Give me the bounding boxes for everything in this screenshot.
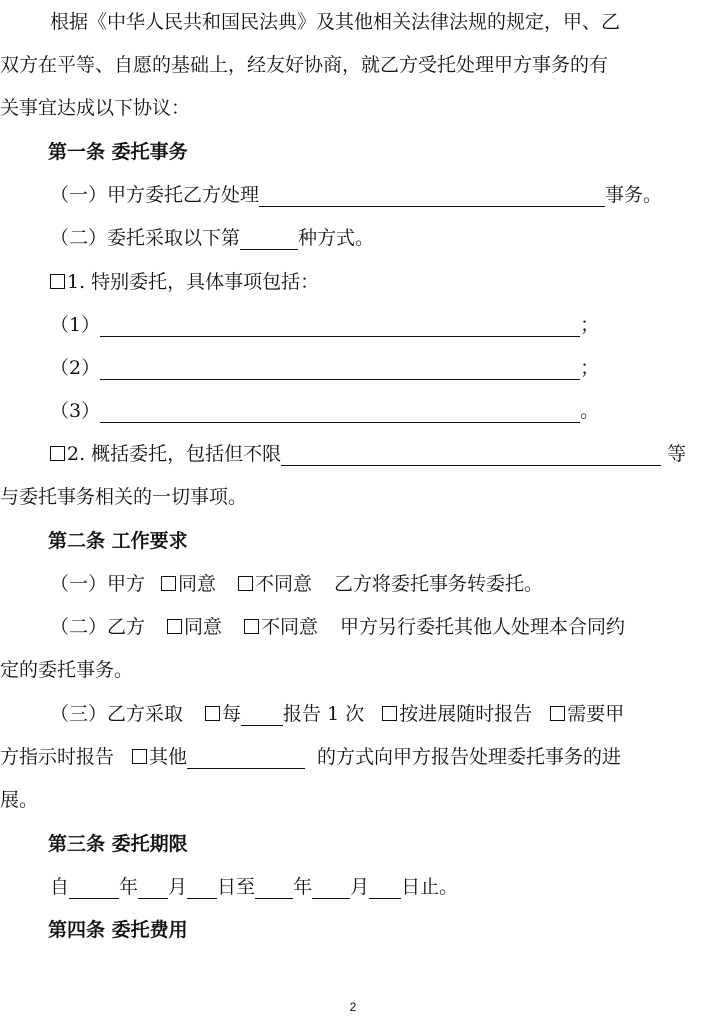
item2-agree-label: 同意 xyxy=(184,616,223,638)
start-month-blank[interactable] xyxy=(138,874,168,899)
art1-general xyxy=(0,432,706,476)
progress-checkbox[interactable] xyxy=(382,706,397,721)
art1-item2-suffix: 种方式。 xyxy=(298,227,375,249)
art1-item1-suffix: 事务。 xyxy=(605,184,663,206)
need-label: 需要甲 xyxy=(567,703,625,725)
art1-item1 xyxy=(0,173,706,217)
start-year-blank[interactable] xyxy=(69,874,119,899)
report-once-label: 报告 1 次 xyxy=(283,703,365,725)
art2-item2-suffix: 甲方另行委托其他人处理本合同约 xyxy=(340,616,626,638)
art1-item1-prefix: （一）甲方委托乙方处理 xyxy=(50,184,260,206)
instruction-report-label: 方指示时报告 xyxy=(0,746,115,768)
article-1-title xyxy=(0,130,706,174)
art2-item3-line3 xyxy=(0,778,706,822)
sub3-label: （3） xyxy=(50,400,101,422)
art2-item1-suffix: 乙方将委托事务转委托。 xyxy=(334,573,544,595)
art2-item3-line2 xyxy=(0,735,706,779)
article-4-title xyxy=(0,908,706,952)
progress-label: 按进展随时报告 xyxy=(399,703,533,725)
art1-sub3 xyxy=(0,389,706,433)
special-checkbox[interactable] xyxy=(50,274,65,289)
intro-text-3: 关事宜达成以下协议： xyxy=(0,97,191,119)
art2-item1 xyxy=(0,562,706,606)
from-label: 自 xyxy=(50,876,70,898)
general-prefix: 2. 概括委托，包括但不限 xyxy=(67,443,282,465)
art1-general-line2 xyxy=(0,475,706,519)
item1-agree-checkbox[interactable] xyxy=(161,576,176,591)
art1-item2-prefix: （二）委托采取以下第 xyxy=(50,227,241,249)
end-year-blank[interactable] xyxy=(255,874,293,899)
article-2-title xyxy=(0,519,706,563)
art2-item1-prefix: （一）甲方 xyxy=(50,573,146,595)
sub2-end: ； xyxy=(580,357,600,379)
art2-item2 xyxy=(0,605,706,649)
general-suffix: 等 xyxy=(667,443,687,465)
item1-disagree-label: 不同意 xyxy=(255,573,313,595)
intro-line-1 xyxy=(0,0,706,44)
start-month-label: 月 xyxy=(168,876,188,898)
matter-blank[interactable] xyxy=(259,182,605,207)
method-number-blank[interactable] xyxy=(240,225,298,250)
other-blank[interactable] xyxy=(187,744,305,769)
start-year-label: 年 xyxy=(119,876,139,898)
special-text: 1. 特别委托，具体事项包括： xyxy=(67,271,320,293)
article-2-title-text: 第二条 工作要求 xyxy=(48,530,188,552)
other-checkbox[interactable] xyxy=(132,749,147,764)
intro-text-1: 根据《中华人民共和国民法典》及其他相关法律法规的规定，甲、乙 xyxy=(50,11,621,33)
article-1-title-text: 第一条 委托事务 xyxy=(48,141,188,163)
general-line2-text: 与委托事务相关的一切事项。 xyxy=(0,486,248,508)
end-month-blank[interactable] xyxy=(312,874,350,899)
art2-item3 xyxy=(0,692,706,736)
period-blank[interactable] xyxy=(241,701,283,726)
end-month-label: 月 xyxy=(350,876,370,898)
art3-term xyxy=(0,865,706,909)
intro-line-2 xyxy=(0,43,706,87)
article-4-title-text: 第四条 委托费用 xyxy=(48,919,188,941)
sub1-blank[interactable] xyxy=(100,312,580,337)
item1-disagree-checkbox[interactable] xyxy=(238,576,253,591)
item1-agree-label: 同意 xyxy=(178,573,217,595)
other-label: 其他 xyxy=(149,746,188,768)
item2-disagree-label: 不同意 xyxy=(261,616,319,638)
every-checkbox[interactable] xyxy=(205,706,220,721)
sub1-end: ； xyxy=(580,314,600,336)
sub2-label: （2） xyxy=(50,357,101,379)
art2-item3-prefix: （三）乙方采取 xyxy=(50,703,184,725)
art1-special xyxy=(0,260,706,304)
item2-line2-text: 定的委托事务。 xyxy=(0,659,134,681)
page-number: 2 xyxy=(349,1000,357,1014)
art1-sub2 xyxy=(0,346,706,390)
end-day-blank[interactable] xyxy=(369,874,401,899)
art1-item2 xyxy=(0,216,706,260)
sub2-blank[interactable] xyxy=(100,355,580,380)
intro-line-3 xyxy=(0,86,706,130)
general-blank[interactable] xyxy=(281,441,661,466)
intro-text-2: 双方在平等、自愿的基础上，经友好协商，就乙方受托处理甲方事务的有 xyxy=(0,54,609,76)
end-year-label: 年 xyxy=(293,876,313,898)
article-3-title xyxy=(0,822,706,866)
sub1-label: （1） xyxy=(50,314,101,336)
article-3-title-text: 第三条 委托期限 xyxy=(48,833,188,855)
day-end-label: 日止。 xyxy=(401,876,459,898)
item2-agree-checkbox[interactable] xyxy=(167,619,182,634)
art2-item2-prefix: （二）乙方 xyxy=(50,616,146,638)
sub3-blank[interactable] xyxy=(100,398,580,423)
general-checkbox[interactable] xyxy=(50,446,65,461)
need-checkbox[interactable] xyxy=(550,706,565,721)
every-label: 每 xyxy=(222,703,242,725)
item2-disagree-checkbox[interactable] xyxy=(244,619,259,634)
art2-item2-line2 xyxy=(0,648,706,692)
item3-line3-text: 展。 xyxy=(0,789,39,811)
item3-line2-text: 的方式向甲方报告处理委托事务的进 xyxy=(317,746,622,768)
day-to-label: 日至 xyxy=(217,876,256,898)
art1-sub1 xyxy=(0,303,706,347)
start-day-blank[interactable] xyxy=(187,874,217,899)
sub3-end: 。 xyxy=(580,400,600,422)
